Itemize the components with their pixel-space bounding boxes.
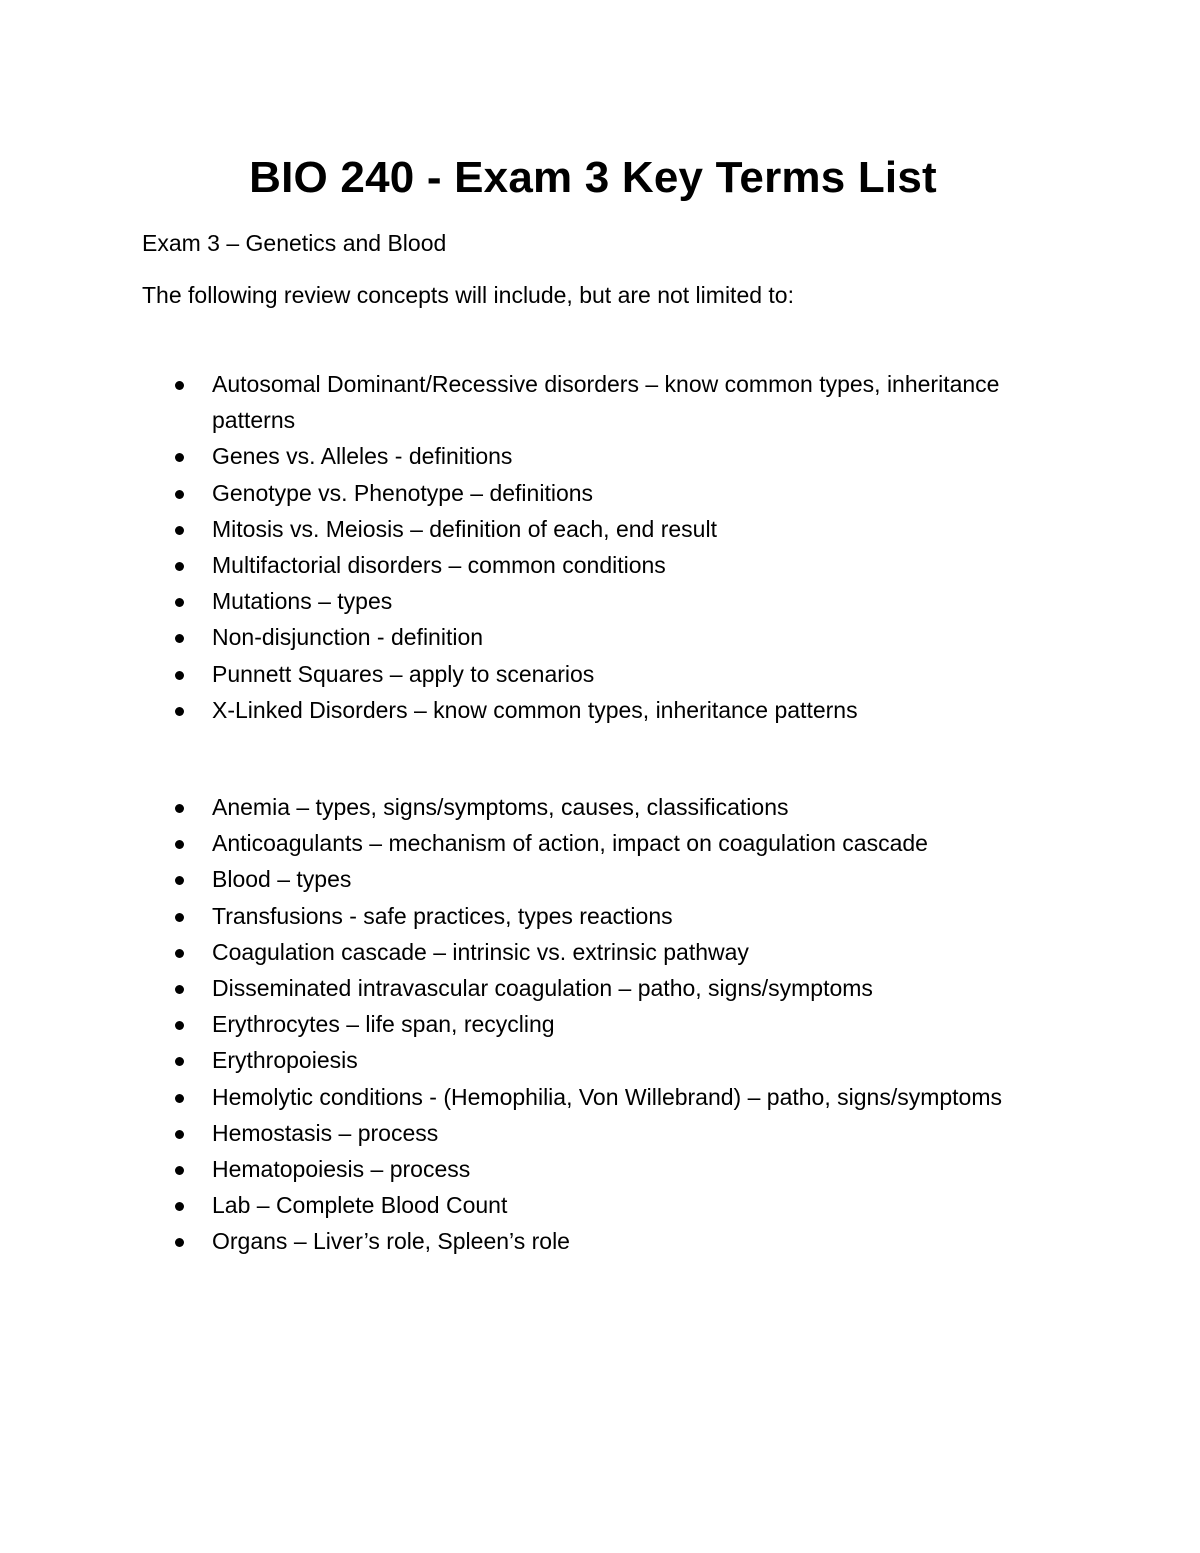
bullet-icon xyxy=(175,1202,184,1211)
term-text: Disseminated intravascular coagulation – patho, signs/symptoms xyxy=(212,975,873,1002)
bullet-icon xyxy=(175,1166,184,1175)
list-item xyxy=(0,1006,1000,1042)
list-item xyxy=(0,861,1000,897)
term-text: X-Linked Disorders – know common types, inheritance patterns xyxy=(212,696,858,723)
bullet-icon xyxy=(175,876,184,885)
term-text: Organs – Liver’s role, Spleen’s role xyxy=(212,1228,570,1255)
term-text: Autosomal Dominant/Recessive disorders – know common types, inheritance patterns xyxy=(212,371,1000,434)
bullet-icon xyxy=(175,985,184,994)
term-text: Blood – types xyxy=(212,866,352,893)
list-item xyxy=(0,934,1000,970)
list-item xyxy=(0,1223,1000,1259)
list-item xyxy=(0,1042,1000,1078)
bullet-icon xyxy=(175,1021,184,1030)
term-text: Erythrocytes – life span, recycling xyxy=(212,1011,555,1038)
bullet-icon xyxy=(175,1130,184,1139)
list-item xyxy=(0,692,1000,728)
bullet-icon xyxy=(175,1238,184,1247)
term-text: Punnett Squares – apply to scenarios xyxy=(212,660,595,687)
list-item xyxy=(0,656,1000,692)
list-item xyxy=(0,619,1000,655)
page-title: BIO 240 - Exam 3 Key Terms List xyxy=(249,153,937,202)
bullet-icon xyxy=(175,840,184,849)
list-item xyxy=(0,438,1000,474)
bullet-icon xyxy=(175,490,184,499)
term-text: Erythropoiesis xyxy=(212,1047,358,1074)
bullet-icon xyxy=(175,804,184,813)
bullet-icon xyxy=(175,707,184,716)
term-text: Non-disjunction - definition xyxy=(212,624,484,651)
list-item xyxy=(0,1115,1000,1151)
bullet-icon xyxy=(175,526,184,535)
term-text: Mutations – types xyxy=(212,588,393,615)
genetics-terms-list xyxy=(0,366,1000,728)
list-item xyxy=(0,789,1000,825)
bullet-icon xyxy=(175,381,184,390)
bullet-icon xyxy=(175,598,184,607)
bullet-icon xyxy=(175,562,184,571)
term-text: Genotype vs. Phenotype – definitions xyxy=(212,479,594,506)
list-item xyxy=(0,547,1000,583)
term-text: Lab – Complete Blood Count xyxy=(212,1192,508,1219)
list-item xyxy=(0,970,1000,1006)
bullet-icon xyxy=(175,671,184,680)
bullet-icon xyxy=(175,453,184,462)
blood-terms-list xyxy=(0,789,1000,1260)
list-item xyxy=(0,1187,1000,1223)
term-text: Genes vs. Alleles - definitions xyxy=(212,443,513,470)
bullet-icon xyxy=(175,1094,184,1103)
term-text: Coagulation cascade – intrinsic vs. extrinsic pathway xyxy=(212,938,749,965)
term-text: Anemia – types, signs/symptoms, causes, classifications xyxy=(212,794,789,820)
term-text: Multifactorial disorders – common conditions xyxy=(212,552,666,579)
list-item xyxy=(0,1079,1000,1115)
list-item xyxy=(0,583,1000,619)
term-text: Mitosis vs. Meiosis – definition of each, end result xyxy=(212,515,717,542)
list-item xyxy=(0,366,1000,438)
term-text: Anticoagulants – mechanism of action, impact on coagulation cascade xyxy=(212,830,928,857)
bullet-icon xyxy=(175,913,184,922)
list-item xyxy=(0,475,1000,511)
term-text: Hemostasis – process xyxy=(212,1119,439,1146)
bullet-icon xyxy=(175,949,184,958)
list-item xyxy=(0,825,1000,861)
bullet-icon xyxy=(175,634,184,643)
intro-text: The following review concepts will include, but are not limited to: xyxy=(142,282,794,308)
term-text: Hemolytic conditions - (Hemophilia, Von Willebrand) – patho, signs/symptoms xyxy=(212,1083,1002,1110)
list-item xyxy=(0,898,1000,934)
exam-subtitle: Exam 3 – Genetics and Blood xyxy=(142,230,447,256)
bullet-icon xyxy=(175,1057,184,1066)
list-item xyxy=(0,511,1000,547)
list-item xyxy=(0,1151,1000,1187)
term-text: Transfusions - safe practices, types reactions xyxy=(212,902,673,929)
term-text: Hematopoiesis – process xyxy=(212,1156,471,1183)
